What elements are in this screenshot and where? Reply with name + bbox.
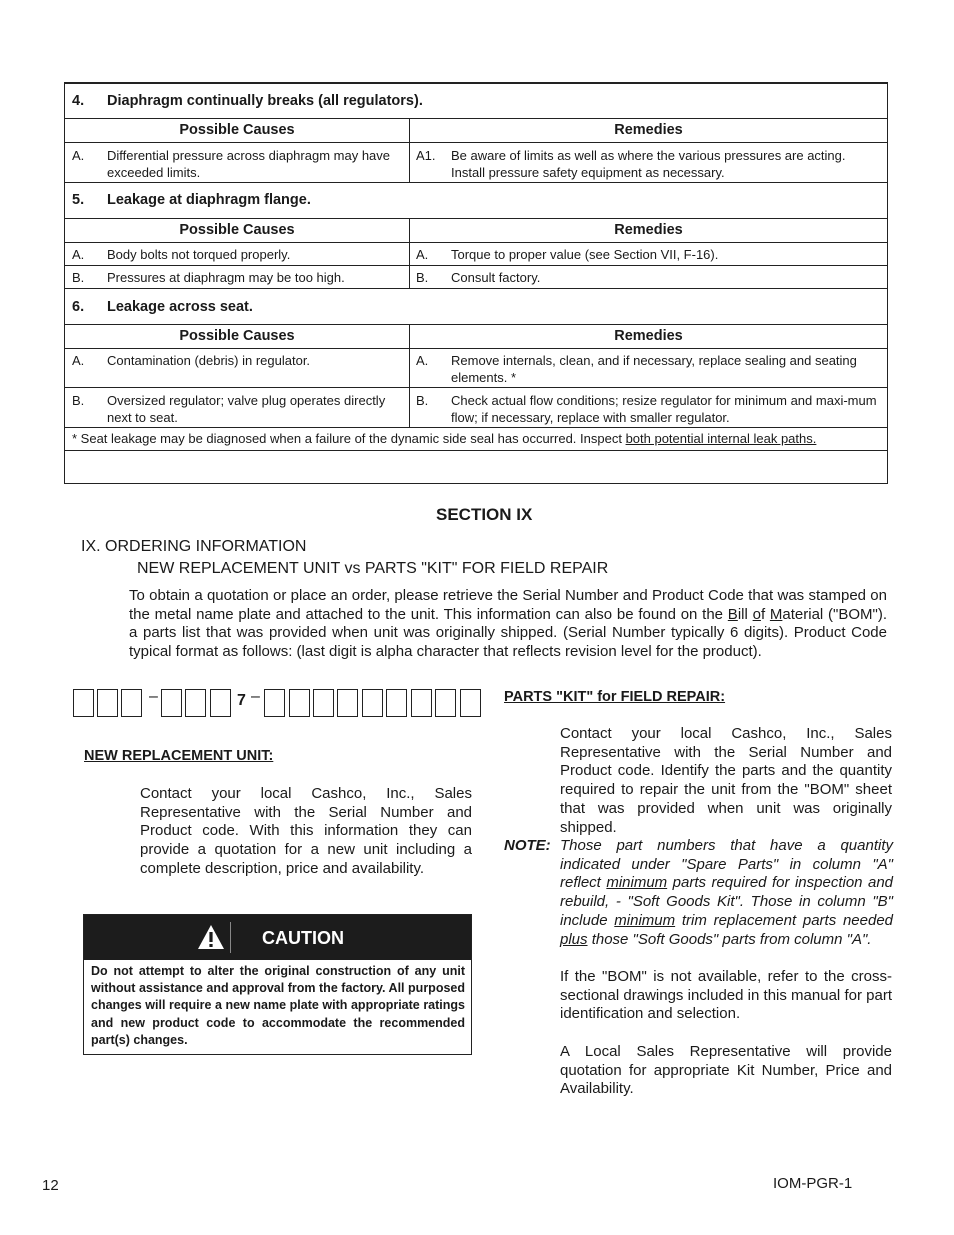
troubleshooting-table <box>64 82 888 484</box>
section-6-heading: 6. Leakage across seat. <box>65 288 887 324</box>
code-digit-box <box>386 689 407 717</box>
table-row: A. Contamination (debris) in regulator. A. Remove internals, clean, and if necessary, replace sealing and seating elements. * <box>65 348 887 387</box>
code-digit-box <box>97 689 118 717</box>
new-unit-heading: NEW REPLACEMENT UNIT: <box>84 748 274 764</box>
ordering-intro: To obtain a quotation or place an order, please retrieve the Serial Number and Product Code that was stamped on the metal name plate and attached to the unit. This information can also be found on the Bill of Material ("BOM"). a parts list that was provided when unit was originally shipped. (Serial Number typically 6 digits). Product Code typical format as follows: (last digit is alpha character that reflects revision level for the product). <box>129 587 887 661</box>
caution-header <box>84 915 471 960</box>
code-digit-box <box>161 689 182 717</box>
ordering-heading: IX. ORDERING INFORMATION <box>81 538 307 555</box>
code-digit-box <box>435 689 456 717</box>
document-id: IOM-PGR-1 <box>773 1175 853 1192</box>
page-number: 12 <box>42 1177 59 1194</box>
note-text: Those part numbers that have a quantity indicated under "Spare Parts" in column "A" reflect minimum parts required for inspection and rebuild, - "Soft Goods Kit". Those in column "B" include minimum trim replacement parts needed plus those "Soft Goods" parts from column "A". <box>560 837 894 948</box>
code-digit-box <box>121 689 142 717</box>
code-digit-box <box>362 689 383 717</box>
code-digit-box <box>411 689 432 717</box>
section-5-heading: 5. Leakage at diaphragm flange. <box>65 182 887 218</box>
kit-rep-text: A Local Sales Representative will provide quotation for appropriate Kit Number, Price and Availability. <box>560 1043 892 1098</box>
leak-paths-link: both potential internal leak paths. <box>625 431 817 446</box>
remedies-header: Remedies <box>614 328 683 344</box>
code-seven: 7 <box>237 692 246 709</box>
table-blank-row <box>65 450 887 484</box>
warning-triangle-icon <box>196 922 226 952</box>
causes-header: Possible Causes <box>179 328 295 344</box>
code-digit-box <box>264 689 285 717</box>
table-row: A. Body bolts not torqued properly. A. Torque to proper value (see Section VII, F-16). <box>65 242 887 265</box>
caution-box <box>83 914 472 1055</box>
table-row: B. Pressures at diaphragm may be too high. B. Consult factory. <box>65 265 887 288</box>
causes-header: Possible Causes <box>179 122 295 138</box>
kit-text: Contact your local Cashco, Inc., Sales Representative with the Serial Number and Product code. Identify the parts and the quantity required to repair the unit from the "BOM" sheet that was provided when unit was originally shipped. <box>560 725 892 836</box>
caution-title: CAUTION <box>262 928 344 948</box>
code-dash: – <box>251 688 260 705</box>
caution-text: Do not attempt to alter the original construction of any unit without assistance and approval from the factory. All purposed changes will require a new name plate with appropriate ratings and new product code to accommodate the recommended part(s) changes. <box>91 964 465 1047</box>
code-digit-box <box>210 689 231 717</box>
causes-header: Possible Causes <box>179 222 295 238</box>
section-4-column-headers <box>65 118 887 142</box>
code-digit-box <box>313 689 334 717</box>
remedies-header: Remedies <box>614 122 683 138</box>
ordering-subheading: NEW REPLACEMENT UNIT vs PARTS "KIT" FOR FIELD REPAIR <box>137 560 609 577</box>
section-6-column-headers <box>65 324 887 348</box>
kit-bom-text: If the "BOM" is not available, refer to the cross-sectional drawings included in this manual for part identification and selection. <box>560 968 892 1023</box>
kit-heading: PARTS "KIT" for FIELD REPAIR: <box>504 689 726 705</box>
remedies-header: Remedies <box>614 222 683 238</box>
code-digit-box <box>337 689 358 717</box>
section-title: SECTION IX <box>436 505 533 524</box>
table-footnote: * Seat leakage may be diagnosed when a failure of the dynamic side seal has occurred. Inspect both potential internal leak paths. <box>65 427 887 450</box>
new-unit-text: Contact your local Cashco, Inc., Sales Representative with the Serial Number and Product code. With this information they can provide a quotation for a new unit including a complete description, price and availability. <box>140 785 472 877</box>
table-row: B. Oversized regulator; valve plug operates directly next to seat. B. Check actual flow conditions; resize regulator for minimum and maxi-mum flow; if necessary, replace with smaller regulator. <box>65 387 887 427</box>
code-digit-box <box>73 689 94 717</box>
code-digit-box <box>289 689 310 717</box>
section-5-column-headers <box>65 218 887 242</box>
note-label: NOTE: <box>504 837 551 854</box>
code-digit-box <box>460 689 481 717</box>
table-row: A. Differential pressure across diaphragm may have exceeded limits. A1. Be aware of limits as well as where the various pressures are acting. Install pressure safety equipment as necessary. <box>65 142 887 182</box>
section-4-heading: 4. Diaphragm continually breaks (all regulators). <box>72 93 423 109</box>
code-dash: – <box>149 688 158 705</box>
code-digit-box <box>185 689 206 717</box>
